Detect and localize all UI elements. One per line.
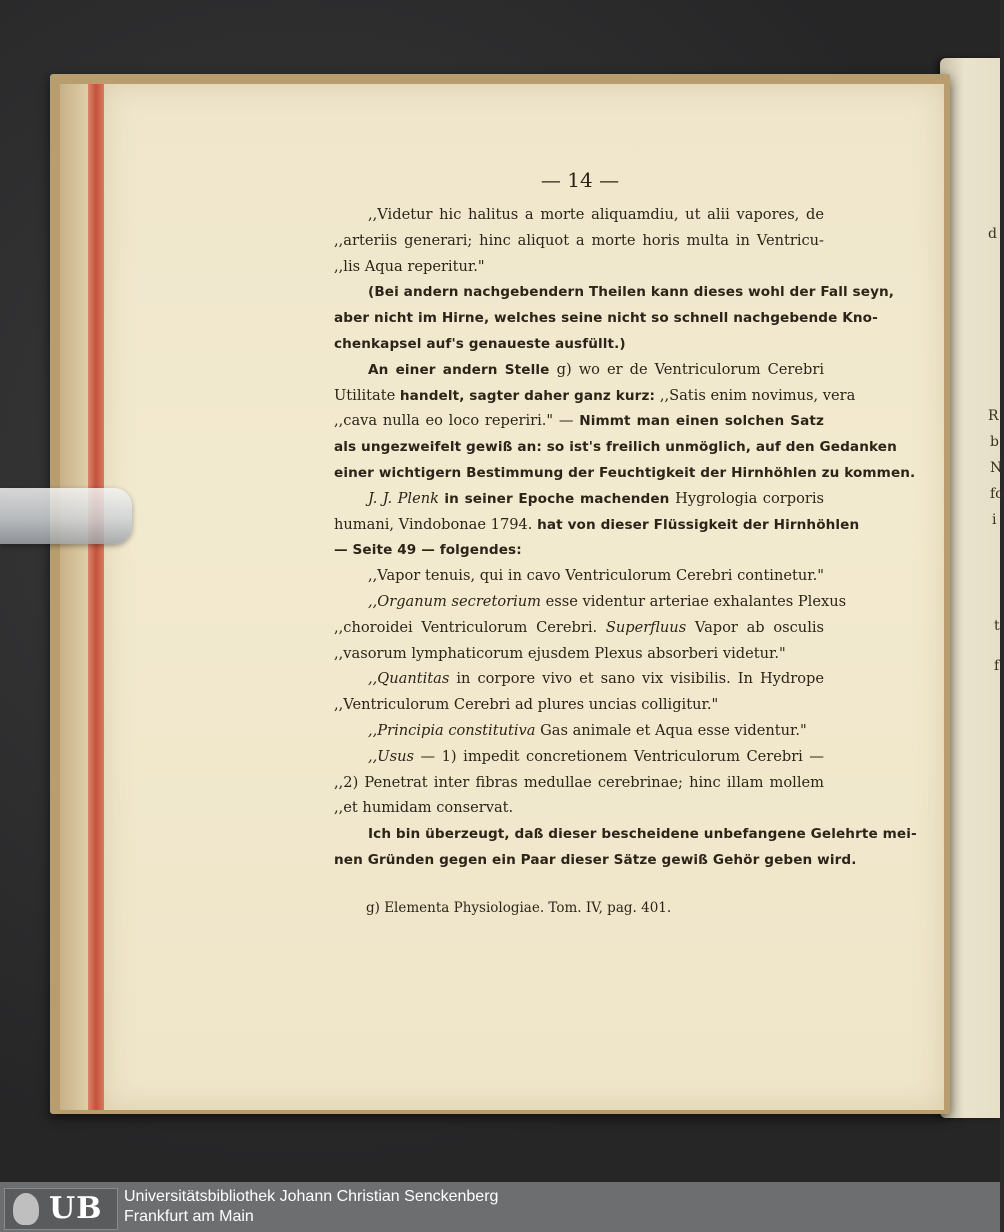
text-segment: ,,Quantitas xyxy=(368,670,457,688)
facing-fragment: t xyxy=(994,618,1000,634)
logo-text: UB xyxy=(49,1191,103,1226)
text-line xyxy=(334,383,856,409)
text-segment: ,,Organum secretorium xyxy=(368,592,546,610)
text-segment: als ungezweifelt gewiß an: so ist's freilich unmöglich, auf den Gedanken xyxy=(334,439,897,456)
text-segment: J. J. Plenk xyxy=(368,489,445,507)
text-line xyxy=(334,563,824,589)
text-line xyxy=(334,770,824,796)
text-line xyxy=(334,305,878,331)
text-segment: ,,cava nulla eo loco reperiri." — xyxy=(334,412,580,430)
facing-fragment: R xyxy=(988,408,999,424)
text-segment: in seiner Epoche machenden xyxy=(444,490,676,507)
text-segment: aber nicht im Hirne, welches seine nicht so schnell nachgebende Kno- xyxy=(334,310,878,327)
text-line xyxy=(334,434,897,460)
text-line xyxy=(334,460,916,486)
text-segment: chenkapsel auf's genaueste ausfüllt.) xyxy=(334,335,626,352)
text-segment: hat von dieser Flüssigkeit der Hirnhöhlen xyxy=(537,516,860,533)
library-name: Universitätsbibliothek Johann Christian Senckenberg xyxy=(124,1188,499,1205)
text-segment: g) wo er de Ventriculorum Cerebri xyxy=(556,360,824,378)
red-page-edge xyxy=(88,84,104,1110)
text-line xyxy=(334,357,824,383)
text-segment: humani, Vindobonae 1794. xyxy=(334,515,538,533)
text-segment: An einer andern Stelle xyxy=(368,361,557,378)
facing-fragment: i xyxy=(992,512,997,528)
text-segment: einer wichtigern Bestimmung der Feuchtigkeit der Hirnhöhlen zu kommen. xyxy=(334,464,916,481)
text-segment: Gas animale et Aqua esse videntur." xyxy=(540,721,807,739)
text-segment: Vapor ab osculis xyxy=(694,618,825,636)
library-city: Frankfurt am Main xyxy=(124,1208,254,1225)
text-segment: ,,vasorum lymphaticorum ejusdem Plexus absorberi videtur." xyxy=(334,644,786,662)
text-line xyxy=(334,692,824,718)
text-segment: ,,2) Penetrat inter fibras medullae cerebrinae; hinc illam mollem xyxy=(334,773,824,791)
text-segment: ,,Usus xyxy=(368,747,421,765)
page-stack-edge xyxy=(60,84,90,1110)
text-segment: Superfluus xyxy=(605,618,695,636)
page-body xyxy=(334,202,917,873)
text-segment: — Seite 49 — folgendes: xyxy=(334,542,522,559)
facing-fragment: d xyxy=(988,226,997,242)
page-clip xyxy=(0,488,132,544)
text-segment: Hygrologia corporis xyxy=(675,489,824,507)
text-line xyxy=(334,615,824,641)
page-number: — 14 — xyxy=(540,168,620,192)
text-segment: Ich bin überzeugt, daß dieser bescheidene unbefangene Gelehrte mei- xyxy=(368,826,917,843)
facing-fragment: fo xyxy=(990,486,1004,502)
text-segment: ,,lis Aqua reperitur." xyxy=(334,257,485,275)
text-line xyxy=(334,512,860,538)
text-segment: ,,arteriis generari; hinc aliquot a morte horis multa in Ventricu- xyxy=(334,231,824,249)
text-line xyxy=(334,279,895,305)
text-line xyxy=(334,795,824,821)
text-segment: esse videntur arteriae exhalantes Plexus xyxy=(545,592,847,610)
text-segment: — 1) impedit concretionem Ventriculorum Cerebri — xyxy=(420,747,824,765)
text-segment: ,,choroidei Ventriculorum Cerebri. xyxy=(334,618,606,636)
facing-fragment: N xyxy=(990,460,1003,476)
text-segment: ,,Principia constitutiva xyxy=(368,721,541,739)
facing-fragment: f xyxy=(994,658,1000,674)
text-segment: ,,Ventriculorum Cerebri ad plures uncias colligitur." xyxy=(334,696,719,714)
text-segment: ,,Vapor tenuis, qui in cavo Ventriculorum Cerebri continetur." xyxy=(368,567,824,585)
text-line xyxy=(334,718,824,744)
text-line xyxy=(334,666,824,692)
text-line xyxy=(334,228,824,254)
text-line xyxy=(334,589,847,615)
text-line xyxy=(334,744,824,770)
text-line xyxy=(334,408,824,434)
text-line xyxy=(334,537,824,563)
text-segment: in corpore vivo et sano vix visibilis. In Hydrope xyxy=(456,670,825,688)
text-line xyxy=(334,486,824,512)
text-segment: ,,Videtur hic halitus a morte aliquamdiu, ut alii vapores, de xyxy=(368,206,824,223)
text-segment: handelt, sagter daher ganz kurz: xyxy=(399,387,660,404)
text-segment: Nimmt man einen solchen Satz xyxy=(579,413,824,430)
text-line xyxy=(334,254,824,280)
text-segment: (Bei andern nachgebendern Theilen kann dieses wohl der Fall seyn, xyxy=(368,284,895,301)
facing-fragment: b xyxy=(990,434,999,450)
text-line xyxy=(334,821,917,847)
library-footer xyxy=(0,1182,1000,1232)
library-logo[interactable] xyxy=(4,1188,118,1230)
text-segment: ,,Satis enim novimus, vera xyxy=(659,386,856,404)
footnote: g) Elementa Physiologiae. Tom. IV, pag. 401. xyxy=(366,900,672,916)
text-segment: Utilitate xyxy=(334,386,400,404)
text-line xyxy=(334,847,857,873)
text-line xyxy=(334,641,824,667)
text-line xyxy=(334,202,824,228)
text-segment: nen Gründen gegen ein Paar dieser Sätze gewiß Gehör geben wird. xyxy=(334,851,857,868)
text-segment: ,,et humidam conservat. xyxy=(334,799,514,817)
text-line xyxy=(334,331,824,357)
portrait-icon xyxy=(13,1193,39,1225)
